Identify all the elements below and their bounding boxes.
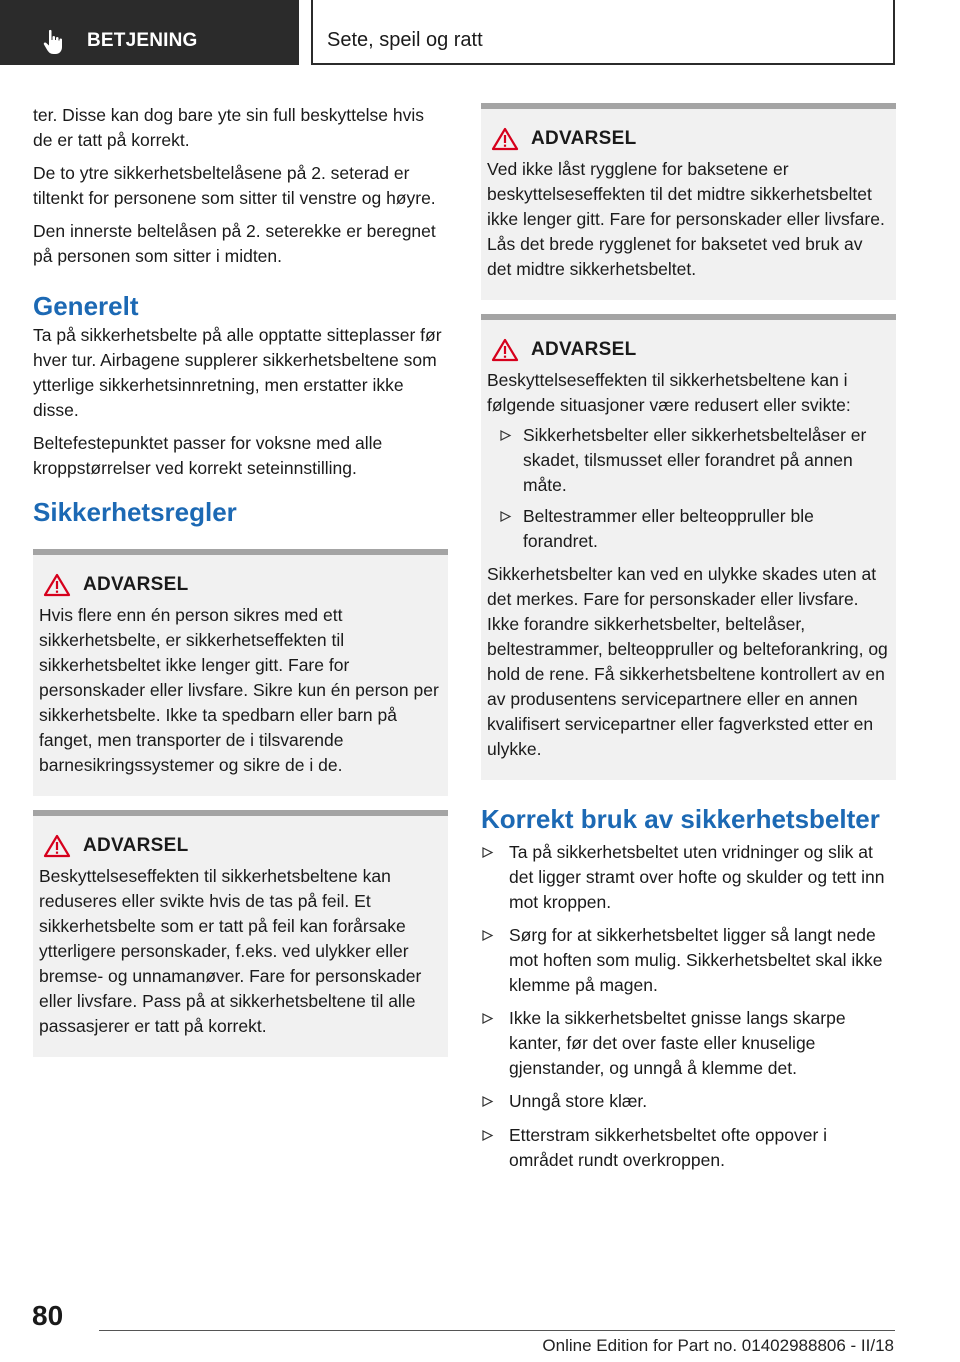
warning-header [487, 338, 888, 362]
section-tab [0, 0, 299, 65]
list-item-text: Sørg for at sikkerhetsbeltet ligger så langt nede mot hoften som mulig. Sikkerhetsbeltet skal ikke klemme på magen. [509, 925, 883, 995]
warning-header [39, 834, 440, 858]
warning-triangle-icon [491, 338, 519, 362]
warning-triangle-icon [43, 573, 71, 597]
list-item [487, 423, 888, 498]
warning-label: ADVARSEL [531, 339, 637, 360]
list-item [481, 1006, 896, 1081]
triangle-bullet-icon [499, 429, 512, 442]
paragraph: De to ytre sikkerhetsbeltelåsene på 2. seterad er tiltenkt for personene som sitter til venstre og høyre. [33, 163, 436, 208]
footer-edition: Online Edition for Part no. 01402988806 - II/18 [542, 1336, 894, 1355]
warning-header [39, 573, 440, 597]
section-label: BETJENING [87, 30, 198, 51]
list-item [481, 840, 896, 915]
warning-text: Beskyttelseseffekten til sikkerhetsbeltene kan reduseres eller svikte hvis de tas på feil. Et sikkerhetsbelte som er tatt på feil kan forårsake ytterligere personskader, f.eks. ved ulykker eller bremse- og unnamanøver. Fare for personskader eller livsfare. Pass på at sikkerhetsbeltene til alle passasjerer er tatt på korrekt. [39, 866, 422, 1036]
left-column [33, 103, 448, 1057]
list-item [487, 504, 888, 554]
list-item-text: Unngå store klær. [509, 1091, 648, 1111]
warning-header [487, 127, 888, 151]
heading-sikkerhetsregler: Sikkerhetsregler [33, 497, 237, 527]
list-item-text: Sikkerhetsbelter eller sikkerhetsbeltelåser er skadet, tilsmusset eller forandret på annen måte. [523, 425, 867, 495]
warning-box [33, 549, 448, 796]
triangle-bullet-icon [481, 1012, 494, 1025]
chapter-header [311, 0, 895, 65]
paragraph: Beltefestepunktet passer for voksne med alle kroppstørrelser ved korrekt seteinnstilling. [33, 433, 383, 478]
paragraph: ter. Disse kan dog bare yte sin full beskyttelse hvis de er tatt på korrekt. [33, 105, 425, 150]
list-item-text: Ikke la sikkerhetsbeltet gnisse langs skarpe kanter, før det over faste eller knuselige gjenstander, og unngå å klemme det. [509, 1008, 846, 1078]
triangle-bullet-icon [499, 510, 512, 523]
warning-intro: Beskyttelseseffekten til sikkerhetsbeltene kan i følgende situasjoner være redusert eller svikte: [487, 370, 851, 415]
warning-text: Sikkerhetsbelter kan ved en ulykke skades uten at det merkes. Fare for personskader eller livsfare. Ikke forandre sikkerhetsbelter, beltelåser, beltestrammer, belteoppruller og belteforankring, og hold de rene. Få sikkerhetsbeltene kontrollert av en av produsentens servicepartnere eller en annen kvalifisert servicepartner eller fagverksted etter en ulykke. [487, 564, 888, 759]
warning-label: ADVARSEL [83, 574, 189, 595]
footer-divider [99, 1330, 895, 1331]
warning-box [481, 103, 896, 300]
list-item-text: Beltestrammer eller belteoppruller ble forandret. [523, 506, 814, 551]
list-item [481, 923, 896, 998]
triangle-bullet-icon [481, 1095, 494, 1108]
heading-korrekt-bruk: Korrekt bruk av sikkerhetsbelter [481, 804, 880, 834]
warning-triangle-icon [491, 127, 519, 151]
triangle-bullet-icon [481, 846, 494, 859]
warning-list [487, 423, 888, 554]
warning-box [33, 810, 448, 1057]
right-column [481, 103, 896, 1181]
warning-text: Hvis flere enn én person sikres med ett sikkerhetsbelte, er sikkerhetseffekten til sikkerhetsbeltet ikke lenger gitt. Fare for personskader eller livsfare. Sikre kun én person per sikkerhetsbelte. Ikke ta spedbarn eller barn på fanget, men transporter de i tilsvarende barnesikringssystemer og sikre de i de. [39, 605, 439, 775]
warning-triangle-icon [43, 834, 71, 858]
chapter-title: Sete, speil og ratt [327, 29, 483, 51]
list-item [481, 1123, 896, 1173]
list-item [481, 1089, 896, 1115]
warning-label: ADVARSEL [83, 835, 189, 856]
warning-box [481, 314, 896, 780]
list-item-text: Etterstram sikkerhetsbeltet ofte oppover i området rundt overkroppen. [509, 1125, 828, 1170]
triangle-bullet-icon [481, 929, 494, 942]
paragraph: Ta på sikkerhetsbelte på alle opptatte sitteplasser før hver tur. Airbagene supplerer sikkerhetsbeltene som ytterlige sikkerhetsinnretning, men erstatter ikke disse. [33, 325, 442, 420]
list-item-text: Ta på sikkerhetsbeltet uten vridninger og slik at det ligger stramt over hofte og skulder og tett inn mot kroppen. [509, 842, 885, 912]
warning-text: Ved ikke låst rygglene for baksetene er beskyttelseseffekten til det midtre sikkerhetsbeltet ikke lenger gitt. Fare for personskader eller livsfare. Lås det brede rygglenet for baksetet ved bruk av det midtre sikkerhetsbeltet. [487, 159, 885, 279]
paragraph: Den innerste beltelåsen på 2. seterekke er beregnet på personen som sitter i midten. [33, 221, 436, 266]
warning-label: ADVARSEL [531, 128, 637, 149]
triangle-bullet-icon [481, 1129, 494, 1142]
page-number: 80 [32, 1300, 64, 1331]
heading-generelt: Generelt [33, 291, 139, 321]
usage-list [481, 840, 896, 1173]
hand-pointer-icon [40, 28, 68, 56]
